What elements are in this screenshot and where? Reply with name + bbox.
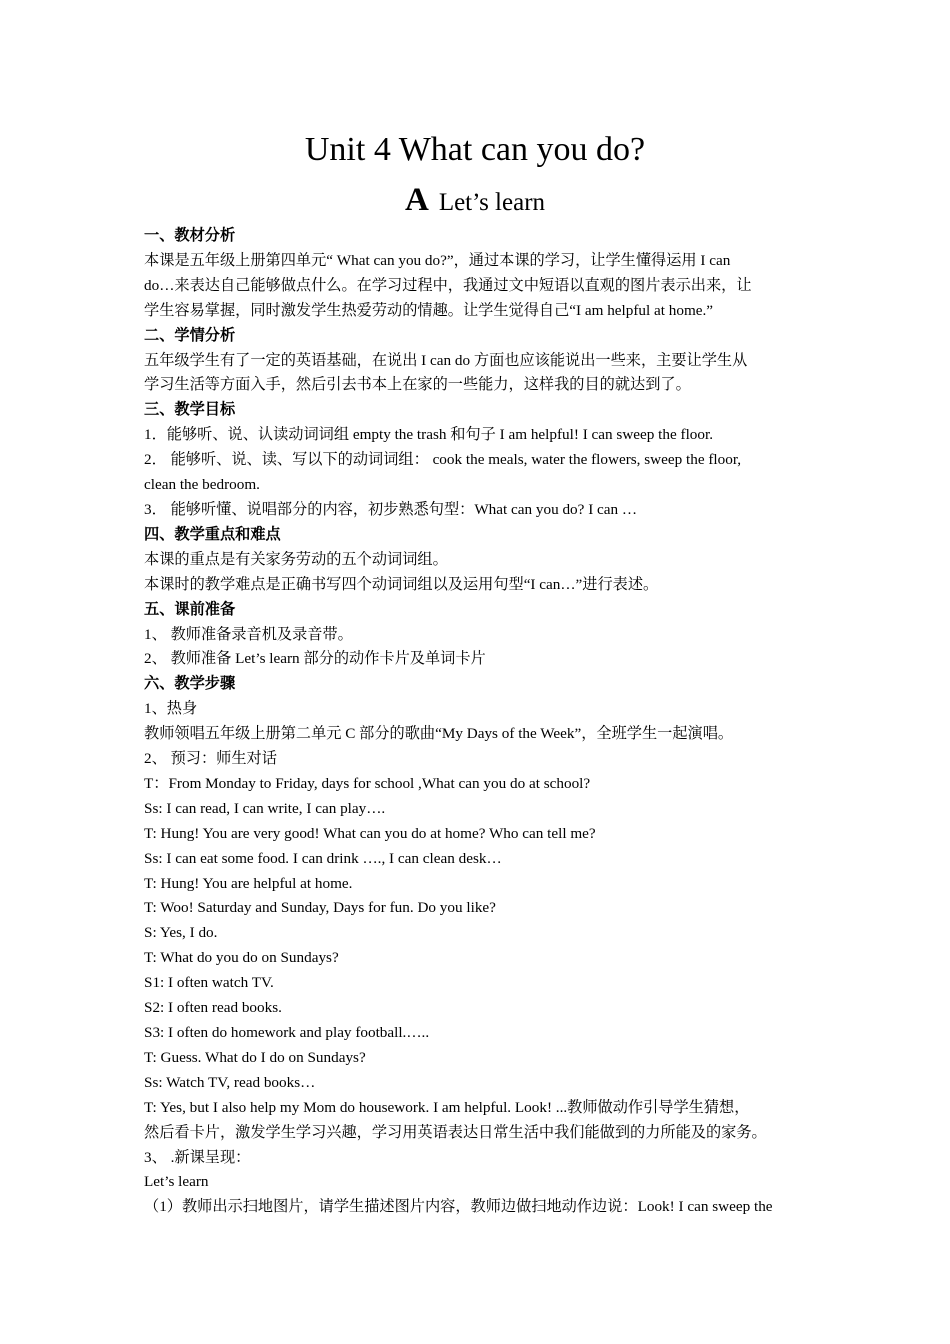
paragraph-line: T: Guess. What do I do on Sundays? — [144, 1048, 366, 1066]
paragraph-line: T: What do you do on Sundays? — [144, 949, 339, 967]
paragraph-line: Ss: Watch TV, read books… — [144, 1073, 316, 1091]
paragraph-line: T: Hung! You are very good! What can you do at home? Who can tell me? — [144, 824, 596, 842]
subtitle-letter: A — [404, 182, 429, 218]
document-body — [144, 224, 814, 1220]
paragraph-line: 1、 教师准备录音机及录音带。 — [144, 625, 353, 643]
paragraph-line: Let’s learn — [144, 1173, 209, 1191]
paragraph-line: 教师领唱五年级上册第二单元 C 部分的歌曲“My Days of the Week”，全班学生一起演唱。 — [144, 725, 734, 743]
paragraph-line: T: Woo! Saturday and Sunday, Days for fun. Do you like? — [144, 899, 496, 917]
section-heading: 三、教学目标 — [144, 401, 236, 419]
paragraph-line: Ss: I can read, I can write, I can play…. — [144, 799, 386, 817]
paragraph-line: T: Yes, but I also help my Mom do housework. I am helpful. Look! ...教师做动作引导学生猜想， — [144, 1098, 750, 1116]
paragraph-line: 学生容易掌握，同时激发学生热爱劳动的情趣。让学生觉得自己“I am helpful at home.” — [144, 301, 714, 319]
section-heading: 五、课前准备 — [144, 600, 236, 618]
paragraph-line: clean the bedroom. — [144, 476, 260, 494]
paragraph-line: 2、 教师准备 Let’s learn 部分的动作卡片及单词卡片 — [144, 650, 486, 668]
paragraph-line: S1: I often watch TV. — [144, 974, 274, 992]
paragraph-line: 本课的重点是有关家务劳动的五个动词词组。 — [144, 550, 448, 568]
paragraph-line: 2． 能够听、说、读、写以下的动词词组： cook the meals, water the flowers, sweep the floor, — [144, 451, 742, 469]
paragraph-line: do…来表达自己能够做点什么。在学习过程中，我通过文中短语以直观的图片表示出来，让 — [144, 276, 752, 294]
paragraph-line: 然后看卡片，激发学生学习兴趣，学习用英语表达日常生活中我们能做到的力所能及的家务。 — [144, 1123, 767, 1141]
section-heading: 六、教学步骤 — [144, 675, 236, 693]
paragraph-line: 3、 .新课呈现： — [144, 1148, 251, 1166]
subtitle-text: Let’s learn — [438, 189, 546, 216]
paragraph-line: 2、 预习：师生对话 — [144, 750, 277, 768]
paragraph-line: 1．能够听、说、认读动词词组 empty the trash 和句子 I am helpful! I can sweep the floor. — [144, 426, 714, 444]
paragraph-line: S2: I often read books. — [144, 999, 282, 1017]
paragraph-line: Ss: I can eat some food. I can drink …., I can clean desk… — [144, 849, 502, 867]
paragraph-line: 1、热身 — [144, 700, 198, 718]
paragraph-line: 本课时的教学难点是正确书写四个动词词组以及运用句型“I can…”进行表述。 — [144, 575, 659, 593]
paragraph-line: S3: I often do homework and play football.….. — [144, 1024, 430, 1041]
paragraph-line: 五年级学生有了一定的英语基础，在说出 I can do 方面也应该能说出一些来，主要让学生从 — [144, 351, 748, 369]
paragraph-line: 本课是五年级上册第四单元“ What can you do?”，通过本课的学习，让学生懂得运用 I can — [144, 251, 731, 269]
document-title: Unit 4 What can you do? — [304, 131, 646, 168]
paragraph-line: 3． 能够听懂、说唱部分的内容，初步熟悉句型：What can you do? I can … — [144, 500, 638, 518]
section-heading: 二、学情分析 — [144, 326, 236, 344]
section-heading: 四、教学重点和难点 — [144, 525, 281, 543]
paragraph-line: 学习生活等方面入手，然后引去书本上在家的一些能力，这样我的目的就达到了。 — [144, 376, 691, 394]
section-heading: 一、教材分析 — [144, 227, 236, 244]
paragraph-line: S: Yes, I do. — [144, 924, 218, 942]
document-subtitle — [0, 180, 950, 223]
paragraph-line: T: Hung! You are helpful at home. — [144, 874, 353, 892]
paragraph-line: （1）教师出示扫地图片，请学生描述图片内容，教师边做扫地动作边说：Look! I can sweep the — [144, 1198, 773, 1216]
paragraph-line: T：From Monday to Friday, days for school ,What can you do at school? — [144, 774, 591, 792]
